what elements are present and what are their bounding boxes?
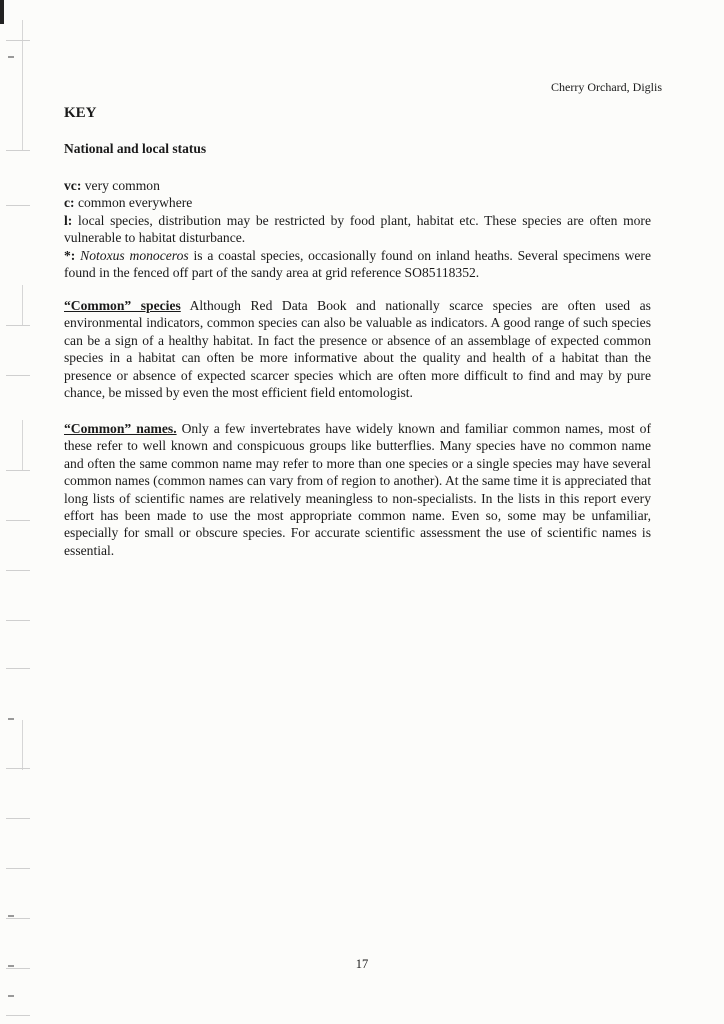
margin-tick: [6, 40, 30, 41]
margin-line: [22, 720, 23, 770]
margin-dot: [8, 56, 14, 58]
common-species-heading: “Common” species: [64, 298, 181, 313]
species-name: Notoxus monoceros: [80, 247, 189, 263]
margin-tick: [6, 818, 30, 819]
status-code: c:: [64, 195, 75, 211]
status-item-l: [64, 212, 651, 247]
status-code: *:: [64, 247, 76, 263]
key-title: KEY: [64, 105, 97, 121]
margin-dot: [8, 718, 14, 720]
status-item-c: [64, 194, 651, 211]
running-header: Cherry Orchard, Diglis: [551, 80, 662, 94]
margin-tick: [6, 205, 30, 206]
common-names-heading: “Common” names.: [64, 421, 177, 436]
margin-tick: [6, 375, 30, 376]
margin-tick: [6, 668, 30, 669]
status-code: vc:: [64, 178, 82, 193]
margin-dot: [8, 995, 14, 997]
status-description: local species, distribution may be restricted by food plant, habitat etc. These species are often more vulnerable to habitat disturbance.: [64, 212, 651, 246]
common-species-paragraph: [64, 297, 651, 401]
margin-line: [22, 420, 23, 470]
scan-edge-mark: [0, 0, 4, 24]
status-description: is a coastal species, occasionally found on inland heaths. Several specimens were found in the fenced off part of the sandy area at grid reference SO85118352.: [64, 247, 651, 281]
status-item-vc: [64, 177, 651, 194]
margin-tick: [6, 470, 30, 471]
status-list: [64, 177, 651, 281]
common-names-text: Only a few invertebrates have widely known and familiar common names, most of these refer to well known and conspicuous groups like butterflies. Many species have no common name and often the same common name may refer to more than one species or a single species may have several common names (common names can vary from of region to another). At the same time it is appreciated that long lists of scientific names are relatively meaningless to non-specialists. In the lists in this report every effort has been made to use the most appropriate common name. Even so, some may be unfamiliar, especially for small or obscure species. For accurate scientific assessment the use of scientific names is essential.: [64, 421, 651, 558]
margin-tick: [6, 570, 30, 571]
margin-tick: [6, 520, 30, 521]
status-description: common everywhere: [74, 195, 193, 211]
status-description: very common: [81, 178, 160, 193]
status-item-star: [64, 247, 651, 282]
common-species-text: Although Red Data Book and nationally scarce species are often used as environmental indicators, common species can also be valuable as indicators. A good range of such species can be a sign of a healthy habitat. In fact the presence or absence of an assemblage of expected common species in a habitat can often be more informative about the quality and health of a habitat than the presence or absence of expected scarcer species which are often more difficult to find and may by pure chance, be missed by even the most efficient field entomologist.: [64, 298, 651, 401]
common-names-paragraph: [64, 420, 651, 559]
margin-tick: [6, 768, 30, 769]
margin-tick: [6, 620, 30, 621]
margin-tick: [6, 325, 30, 326]
status-code: l:: [64, 212, 73, 228]
margin-tick: [6, 150, 30, 151]
scan-margin-marks: [0, 0, 34, 1024]
margin-tick: [6, 918, 30, 919]
page-number: 17: [355, 957, 369, 971]
margin-line: [22, 285, 23, 325]
status-heading: National and local status: [64, 141, 207, 156]
margin-dot: [8, 915, 14, 917]
margin-tick: [6, 868, 30, 869]
margin-tick: [6, 1015, 30, 1016]
